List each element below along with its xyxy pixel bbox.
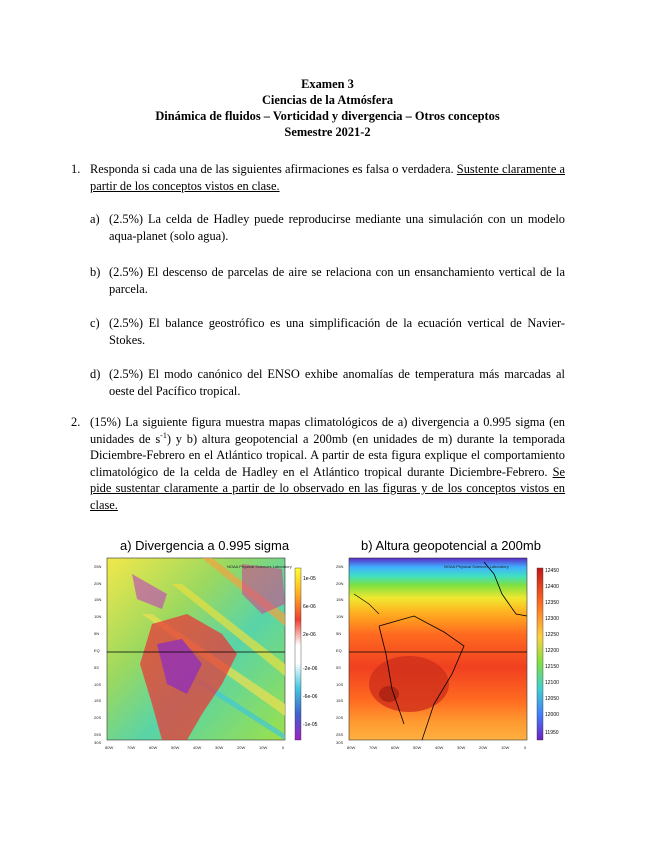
course-name: Ciencias de la Atmósfera — [261, 93, 394, 107]
colorbar-a-label: -6e-06 — [303, 694, 318, 700]
lat-label: 25N — [94, 564, 102, 569]
item-text: (2.5%) El balance geostrófico es una simplificación de la ecuación vertical de Navier-Stokes. — [109, 316, 565, 347]
lon-label: 10W — [259, 745, 268, 750]
colorbar-b-label: 12400 — [545, 584, 559, 590]
lat-label: 30S — [336, 740, 344, 745]
colorbar-a-label: 1e-05 — [303, 576, 316, 582]
question-2 — [71, 414, 565, 513]
lat-label: 5N — [94, 631, 100, 636]
figure-a-title: a) Divergencia a 0.995 sigma — [120, 538, 290, 553]
item-label: b) — [90, 265, 101, 279]
question-1-number: 1. — [71, 162, 81, 176]
colorbar-a-label: -2e-06 — [303, 666, 318, 672]
lon-label: 70W — [127, 745, 136, 750]
figure-b-title: b) Altura geopotencial a 200mb — [361, 538, 541, 553]
lat-label: 5S — [94, 665, 99, 670]
lat-label: 10N — [336, 614, 344, 619]
colorbar-a-label: -1e-05 — [303, 722, 318, 728]
colorbar-b-label: 12350 — [545, 600, 559, 606]
lat-label: 10S — [336, 682, 344, 687]
lon-label: 30W — [457, 745, 466, 750]
colorbar-a-label: 6e-06 — [303, 604, 316, 610]
colorbar-b-label: 12250 — [545, 632, 559, 638]
lat-label: 10S — [94, 682, 102, 687]
colorbar-b — [537, 568, 543, 740]
question-2-text: (15%) La siguiente figura muestra mapas climatológicos de a) divergencia a 0.995 sigma (en unidades de s — [90, 415, 565, 446]
bolivian-high — [369, 656, 449, 712]
colorbar-b-label: 12300 — [545, 616, 559, 622]
lon-label: 70W — [369, 745, 378, 750]
lat-label: 5N — [336, 631, 342, 636]
lat-label: EQ — [94, 648, 100, 653]
lat-label: 15S — [94, 698, 102, 703]
lat-label: 10N — [94, 614, 102, 619]
lat-label: 5S — [336, 665, 341, 670]
lon-label: 20W — [237, 745, 246, 750]
question-2-number: 2. — [71, 415, 81, 429]
item-text: (2.5%) El descenso de parcelas de aire se relaciona con un ensanchamiento vertical de la parcela. — [109, 265, 565, 296]
lat-label: 25S — [336, 732, 344, 737]
question-2-instruction: Se pide sustentar claramente a partir de lo observado en las figuras y de los conceptos vistos en clase. — [90, 464, 565, 512]
exam-header — [0, 76, 655, 140]
item-text: (2.5%) El modo canónico del ENSO exhibe anomalías de temperatura más marcadas al oeste del Pacífico tropical. — [109, 367, 565, 398]
lat-label: 15N — [94, 597, 102, 602]
lon-label: 20W — [479, 745, 488, 750]
lon-label: 30W — [215, 745, 224, 750]
figure-b-credit: NOAA Physical Sciences Laboratory — [444, 564, 509, 569]
item-label: d) — [90, 367, 101, 381]
lat-label: 30S — [94, 740, 102, 745]
question-1b — [90, 264, 565, 297]
question-1-instruction: Sustente claramente a partir de los conceptos vistos en clase. — [90, 162, 565, 193]
figure-a-credit: NOAA Physical Sciences Laboratory — [227, 564, 292, 569]
lat-label: 25N — [336, 564, 344, 569]
lon-label: 50W — [413, 745, 422, 750]
lon-label: 50W — [171, 745, 180, 750]
question-1d — [90, 366, 565, 399]
colorbar-b-label: 12200 — [545, 648, 559, 654]
lat-label: 20S — [94, 715, 102, 720]
lon-label: 40W — [193, 745, 202, 750]
lat-label: 15S — [336, 698, 344, 703]
figure-a-divergence-map — [92, 554, 324, 754]
lat-label: 15N — [336, 597, 344, 602]
lon-label: 40W — [435, 745, 444, 750]
item-label: a) — [90, 212, 100, 226]
colorbar-b-label: 12100 — [545, 680, 559, 686]
lat-label: EQ — [336, 648, 342, 653]
colorbar-b-label: 12050 — [545, 696, 559, 702]
exam-topics: Dinámica de fluidos – Vorticidad y divergencia – Otros conceptos — [155, 109, 500, 123]
colorbar-b-label: 12000 — [545, 712, 559, 718]
colorbar-b-label: 12150 — [545, 664, 559, 670]
question-2-text-cont: ) y b) altura geopotencial a 200mb (en unidades de m) durante la temporada Diciembre-Febrero en el Atlántico tropical. A partir de esta figura explique el comportamiento climatológico de la celda de Hadley en el Atlántico tropical durante Diciembre-Febrero. — [90, 431, 565, 479]
lon-label: 60W — [391, 745, 400, 750]
question-1c — [90, 315, 565, 348]
lon-label: 80W — [105, 745, 114, 750]
colorbar-a-label: 2e-06 — [303, 632, 316, 638]
item-text: (2.5%) La celda de Hadley puede reproducirse mediante una simulación con un modelo aqua-planet (solo agua). — [109, 212, 565, 243]
exam-title: Examen 3 — [301, 77, 354, 91]
lat-label: 20N — [94, 581, 102, 586]
colorbar-b-label: 11950 — [545, 730, 559, 736]
colorbar-a — [295, 568, 301, 740]
lat-label: 20N — [336, 581, 344, 586]
figure-b-geopotential-map — [334, 554, 566, 754]
lat-label: 25S — [94, 732, 102, 737]
lon-label: 0 — [524, 745, 527, 750]
lon-label: 60W — [149, 745, 158, 750]
question-1 — [71, 161, 565, 194]
semester: Semestre 2021-2 — [284, 125, 371, 139]
map-b-field — [349, 558, 527, 740]
unit-exponent: -1 — [160, 430, 167, 440]
question-1-text: Responda si cada una de las siguientes afirmaciones es falsa o verdadera. — [90, 162, 457, 176]
lon-label: 10W — [501, 745, 510, 750]
lon-label: 0 — [282, 745, 285, 750]
lat-label: 20S — [336, 715, 344, 720]
colorbar-b-label: 12450 — [545, 568, 559, 574]
lon-label: 80W — [347, 745, 356, 750]
item-label: c) — [90, 316, 100, 330]
question-1a — [90, 211, 565, 244]
